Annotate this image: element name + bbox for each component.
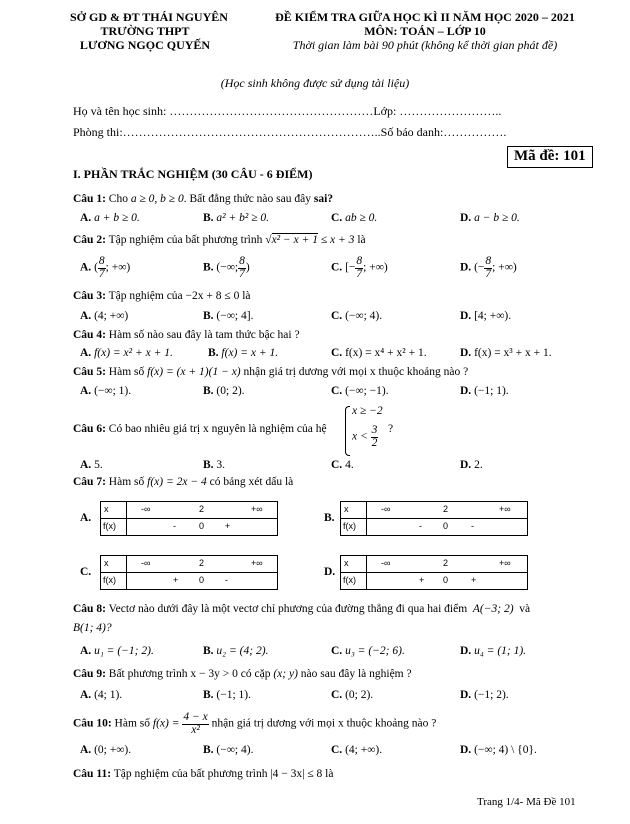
q2-option-a[interactable]: A. ( $\frac{8}{7}$ ; +∞) [80,255,131,280]
q8-option-b[interactable]: B. u₂ = (4; 2). [203,645,269,657]
question-4: Câu 4: Hàm số nào sau đây là tam thức bậc hai ? [73,329,300,341]
question-5: Câu 5: Hàm số f(x) = (x + 1)(1 − x) nhận giá trị dương với mọi x thuộc khoảng nào ? [73,366,469,378]
exam-title: ĐỀ KIỂM TRA GIỮA HỌC KÌ II NĂM HỌC 2020 – 2021 [275,10,575,24]
question-2: Câu 2: Tập nghiệm của bất phương trình √x² − x + 1 ≤ x + 3 là [73,234,366,246]
question-6: Câu 6: Có bao nhiêu giá trị x nguyên là nghiệm của hệ [73,423,327,435]
q1-option-c[interactable]: C. ab ≥ 0. [331,212,378,224]
q4-option-c[interactable]: C. f(x) = x⁴ + x² + 1. [331,347,427,359]
q7-option-c[interactable]: C. [80,566,92,578]
question-8: Câu 8: Vectơ nào dưới đây là một vectơ chỉ phương của đường thẳng đi qua hai điểm A(−3; 2) và [73,603,531,615]
q9-option-b[interactable]: B. (−1; 1). [203,689,252,701]
q6-option-c[interactable]: C. 4. [331,459,354,471]
q9-option-c[interactable]: C. (0; 2). [331,689,374,701]
sign-table-a: x -∞ 2 +∞ f(x) - 0 + [100,501,278,536]
student-name-line: Họ và tên học sinh: ……………………………………………Lớp: …………………….. [73,104,502,118]
q8-option-d[interactable]: D. u₄ = (1; 1). [460,645,527,657]
q5-option-b[interactable]: B. (0; 2). [203,385,245,397]
emphasis: sai [313,193,328,205]
question-9: Câu 9: Bất phương trình x − 3y > 0 có cặp (x; y) nào sau đây là nghiệm ? [73,668,412,680]
q6-option-a[interactable]: A. 5. [80,459,103,471]
room-line: Phòng thi:………………………………………………………..Số báo danh:……………. [73,125,507,139]
question-3: Câu 3: Tập nghiệm của −2x + 8 ≤ 0 là [73,290,251,302]
q7-option-b[interactable]: B. [324,512,335,524]
question-1 [73,193,333,205]
q3-option-a[interactable]: A. (4; +∞) [80,310,129,322]
q2-option-b[interactable]: B. (−∞; $\frac{8}{7}$ ) [203,255,250,280]
question-label: Câu 1: [73,193,106,205]
q7-option-d[interactable]: D. [324,566,336,578]
subject: MÔN: TOÁN – LỚP 10 [364,24,486,38]
question-7: Câu 7: Hàm số f(x) = 2x − 4 có bảng xét dấu là [73,476,294,488]
radical: √x² − x + 1 [265,234,318,246]
q5-option-d[interactable]: D. (−1; 1). [460,385,509,397]
q1-option-b[interactable]: B. a² + b² ≥ 0. [203,212,270,224]
question-mark: ? [327,193,334,205]
question-11: Câu 11: Tập nghiệm của bất phương trình |4 − 3x| ≤ 8 là [73,768,334,780]
q3-option-b[interactable]: B. (−∞; 4]. [203,310,254,322]
question-mark: ? [388,423,394,435]
question-10: Câu 10: Hàm số f(x) = $\frac{4 - x}{\text{x²}}$ nhận giá trị dương với mọi x thuộc khoảng nào ? [73,711,437,736]
q2-option-d[interactable]: D. (− $\frac{8}{7}$ ; +∞) [460,255,517,280]
question-8-point-b: B(1; 4)? [73,622,112,634]
q1-option-a[interactable]: A. a + b ≥ 0. [80,212,140,224]
system-line-2: x < $\frac{3}{2}$ [352,424,378,449]
q4-option-d[interactable]: D. f(x) = x³ + x + 1. [460,347,552,359]
q5-option-a[interactable]: A. (−∞; 1). [80,385,132,397]
question-text: Cho [108,193,131,205]
school-type: TRƯỜNG THPT [100,24,190,38]
system-line-1: x ≥ −2 [352,405,383,417]
q10-option-b[interactable]: B. (−∞; 4). [203,744,254,756]
dept-name: SỞ GD & ĐT THÁI NGUYÊN [70,10,228,24]
sign-table-d: x -∞ 2 +∞ f(x) + 0 + [340,555,528,590]
q9-option-a[interactable]: A. (4; 1). [80,689,123,701]
q8-option-c[interactable]: C. u₃ = (−2; 6). [331,645,405,657]
q10-option-a[interactable]: A. (0; +∞). [80,744,132,756]
page-footer: Trang 1/4- Mã Đề 101 [477,796,576,808]
q9-option-d[interactable]: D. (−1; 2). [460,689,509,701]
q4-option-b[interactable]: B. f(x) = x + 1. [208,347,279,359]
q6-option-b[interactable]: B. 3. [203,459,226,471]
q1-option-d[interactable]: D. a − b ≥ 0. [460,212,520,224]
q3-option-d[interactable]: D. [4; +∞). [460,310,512,322]
duration: Thời gian làm bài 90 phút (không kể thời gian phát đề) [292,38,558,52]
school-name: LƯƠNG NGỌC QUYẾN [79,38,211,52]
q8-option-a[interactable]: A. u₁ = (−1; 2). [80,645,154,657]
system-brace [345,406,350,456]
sign-table-c: x -∞ 2 +∞ f(x) + 0 - [100,555,278,590]
no-materials-note: (Học sinh không được sử dụng tài liệu) [220,76,410,90]
q3-option-c[interactable]: C. (−∞; 4). [331,310,383,322]
q5-option-c[interactable]: C. (−∞; −1). [331,385,389,397]
condition: a ≥ 0, b ≥ 0 [130,193,184,205]
section-title: I. PHẦN TRẮC NGHIỆM (30 CÂU - 6 ĐIỂM) [73,167,313,181]
sign-table-b: x -∞ 2 +∞ f(x) - 0 - [340,501,528,536]
q4-option-a[interactable]: A. f(x) = x² + x + 1. [80,347,173,359]
q7-option-a[interactable]: A. [80,512,92,524]
exam-code: Mã đề: 101 [507,146,593,168]
q10-option-c[interactable]: C. (4; +∞). [331,744,383,756]
question-text: . Bất đẳng thức nào sau đây [183,193,314,205]
q6-option-d[interactable]: D. 2. [460,459,483,471]
q10-option-d[interactable]: D. (−∞; 4) \ {0}. [460,744,537,756]
q2-option-c[interactable]: C. [− $\frac{8}{7}$ ; +∞) [331,255,388,280]
